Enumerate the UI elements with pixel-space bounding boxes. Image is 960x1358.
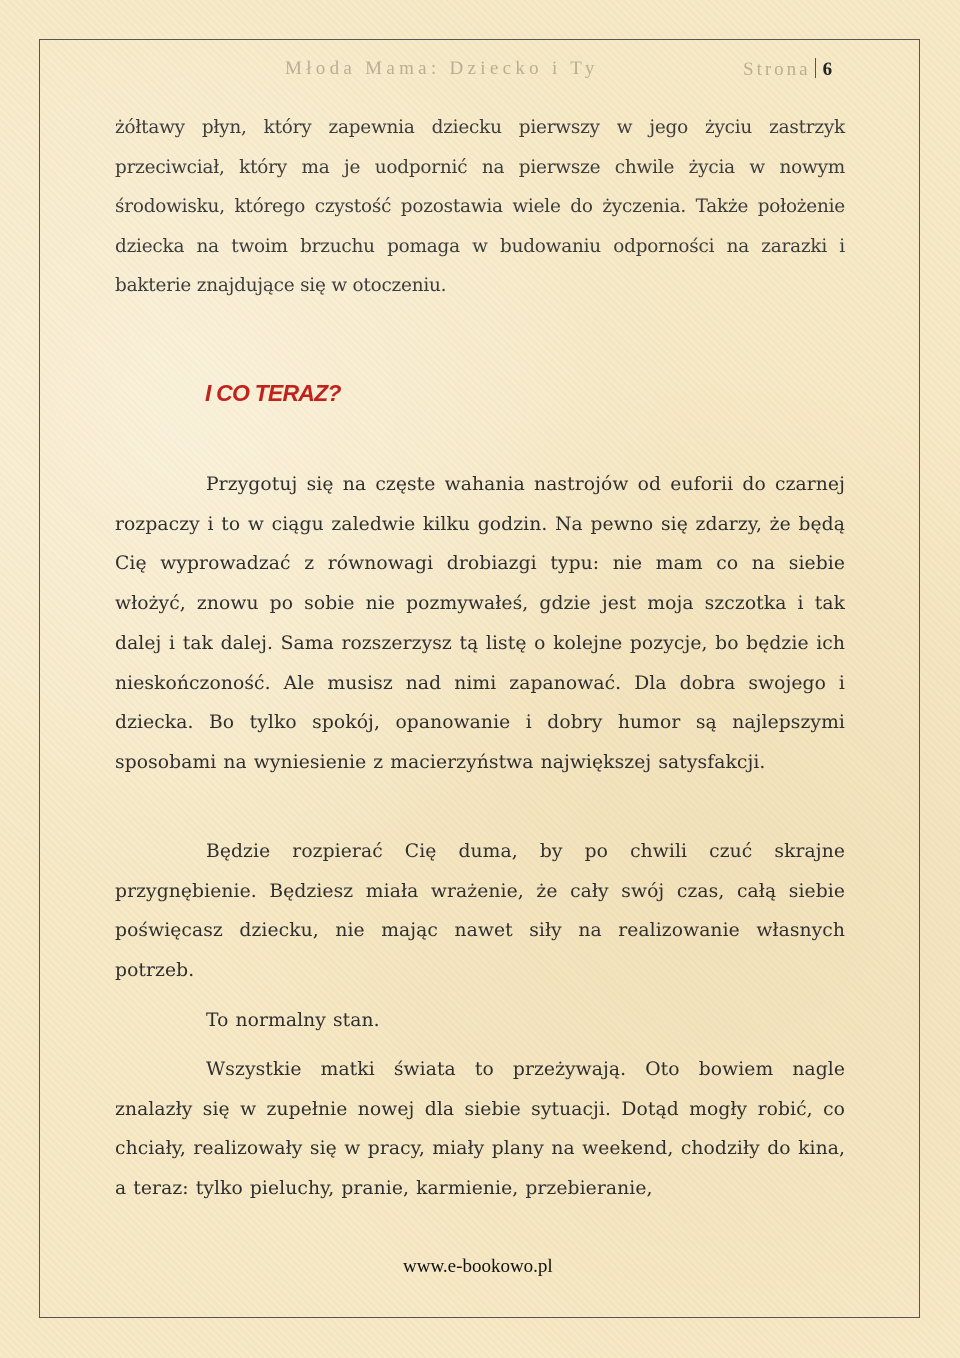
paragraph-all-mothers: Wszystkie matki świata to przeżywają. Oto bowiem nagle znalazły się w zupełnie nowej dla siebie sytuacji. Dotąd mogły robić, co chciały, realizowały się w pracy, miały plany na weekend, chodziły do kina, a teraz: tylko pieluchy, pranie, karmienie, przebieranie, — [115, 1059, 845, 1200]
page-header — [0, 58, 960, 82]
book-title: Młoda Mama: Dziecko i Ty — [285, 58, 599, 79]
page-number: 6 — [822, 59, 833, 80]
paragraph-pride: Będzie rozpierać Cię duma, by po chwili czuć skrajne przygnębienie. Będziesz miała wrażenie, że cały swój czas, całą siebie poświęcasz dziecku, nie mając nawet siły na realizowanie własnych potrzeb. — [115, 841, 845, 982]
header-divider — [815, 58, 816, 78]
intro-text: żółtawy płyn, który zapewnia dziecku pierwszy w jego życiu zastrzyk przeciwciał, który ma je uodpornić na pierwsze chwile życia w nowym środowisku, którego czystość pozostawia wiele do życzenia. Także położenie dziecka na twoim brzuchu pomaga w budowaniu odporności na zarazki i bakterie znajdujące się w otoczeniu. — [115, 117, 845, 297]
page-label: Strona — [743, 59, 811, 80]
page-indicator — [743, 58, 832, 81]
section-heading: I CO TERAZ? — [205, 380, 341, 406]
website-link[interactable]: www.e-bookowo.pl — [403, 1256, 553, 1277]
paragraph-normal-state: To normalny stan. — [206, 1010, 380, 1031]
paragraph-mood-swings: Przygotuj się na częste wahania nastrojów od euforii do czarnej rozpaczy i to w ciągu zaledwie kilku godzin. Na pewno się zdarzy, że będą Cię wyprowadzać z równowagi drobiazgi typu: nie mam co na siebie włożyć, znowu po sobie nie pozmywałeś, gdzie jest moja szczotka i tak dalej i tak dalej. Sama rozszerzysz tą listę o kolejne pozycje, bo będzie ich nieskończoność. Ale musisz nad nimi zapanować. Dla dobra swojego i dziecka. Bo tylko spokój, opanowanie i dobry humor są najlepszymi sposobami na wyniesienie z macierzyństwa największej satysfakcji. — [115, 474, 845, 773]
